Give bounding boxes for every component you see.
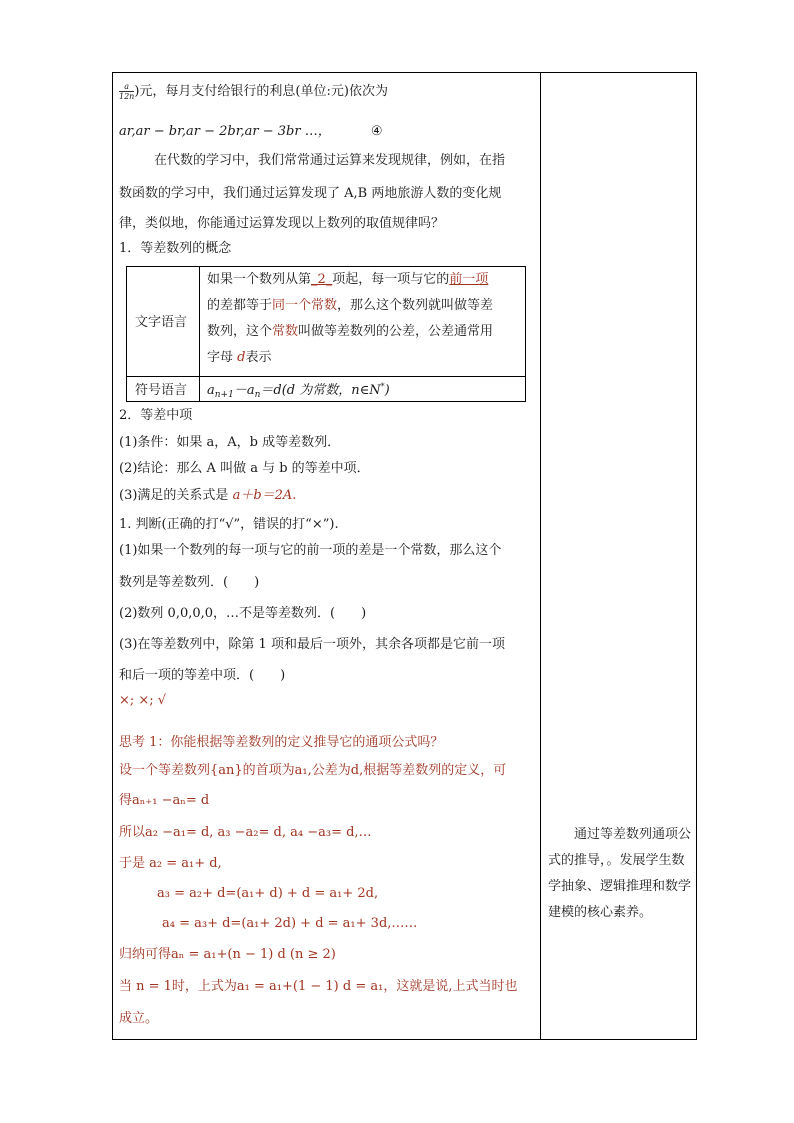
judge-item-1a: (1)如果一个数列的每一项与它的前一项的差是一个常数，那么这个 <box>119 543 502 558</box>
derivation-line-7: 归纳可得aₙ = a₁+(n − 1) d (n ≥ 2) <box>119 947 336 962</box>
intro-line-2: 数函数的学习中，我们通过运算发现了 A,B 两地旅游人数的变化规 <box>119 186 502 201</box>
derivation-line-5: a₃ = a₂+ d=(a₁+ d) + d = a₁+ 2d, <box>157 886 379 901</box>
derivation-line-4: 于是 a₂ = a₁+ d, <box>119 856 222 871</box>
answers: ×; ×; √ <box>119 693 167 708</box>
judge-item-3b: 和后一项的等差中项．( ) <box>119 668 286 683</box>
concept-table <box>126 266 526 402</box>
intro-line-3: 律，类似地，你能通过运算发现以上数列的取值规律吗？ <box>119 216 445 231</box>
derivation-line-1: 设一个等差数列{an}的首项为a₁,公差为d,根据等差数列的定义，可 <box>119 763 507 778</box>
section-heading-2: 2．等差中项 <box>119 408 193 423</box>
column-divider <box>540 72 541 1040</box>
label-text-language: 文字语言 <box>135 315 188 330</box>
teaching-intent: 通过等差数列通项公式的推导，。发展学生数学抽象、逻辑推理和数学建模的核心素养。 <box>548 827 692 920</box>
interest-line: $\frac{a}{12n}$ )元，每月支付给银行的利息(单位:元)依次为 <box>119 82 388 101</box>
intro-line-1: 在代数的学习中，我们常常通过运算来发现规律，例如，在指 <box>154 153 506 168</box>
label-symbol-language: 符号语言 <box>135 383 188 398</box>
think-title: 思考 1：你能根据等差数列的定义推导它的通项公式吗？ <box>119 735 444 750</box>
judge-title: 1. 判断(正确的打“√”，错误的打“×”). <box>119 517 339 532</box>
derivation-line-9: 成立。 <box>119 1011 159 1026</box>
judge-item-3a: (3)在等差数列中，除第 1 项和最后一项外，其余各项都是它前一项 <box>119 637 505 652</box>
sequence-line: ar,ar − br,ar − 2br,ar − 3br …， ④ <box>119 124 383 139</box>
judge-item-1b: 数列是等差数列．( ) <box>119 575 260 590</box>
conclusion-item: (2)结论：那么 A 叫做 a 与 b 的等差中项． <box>119 461 370 476</box>
judge-item-2: (2)数列 0,0,0,0，…不是等差数列．( ) <box>119 606 367 621</box>
condition-item: (1)条件：如果 a，A，b 成等差数列． <box>119 435 341 450</box>
section-heading-1: 1．等差数列的概念 <box>119 241 232 256</box>
derivation-line-2: 得aₙ₊₁ −aₙ= d <box>119 793 210 808</box>
symbol-formula: $a_{n+1}-a_n=d(d$ 为常数，n∈N*) <box>207 382 390 400</box>
fraction: $\frac{a}{12n}$ <box>119 82 135 101</box>
definition-text: 如果一个数列从第_2_项起，每一项与它的前一项 的差都等于同一个常数，那么这个数列就叫做等差 数列，这个常数叫做等差数列的公差，公差通常用 字母 d表示 <box>207 272 494 365</box>
derivation-line-8: 当 n = 1时，上式为a₁ = a₁+(1 − 1) d = a₁，这就是说,上式当时也 <box>119 979 518 994</box>
derivation-line-6: a₄ = a₃+ d=(a₁+ 2d) + d = a₁+ 3d,…… <box>162 916 418 931</box>
derivation-line-3: 所以a₂ −a₁= d, a₃ −a₂= d, a₄ −a₃= d,… <box>119 825 372 840</box>
relation-item: (3)满足的关系式是 a＋b＝2A. <box>119 488 297 503</box>
